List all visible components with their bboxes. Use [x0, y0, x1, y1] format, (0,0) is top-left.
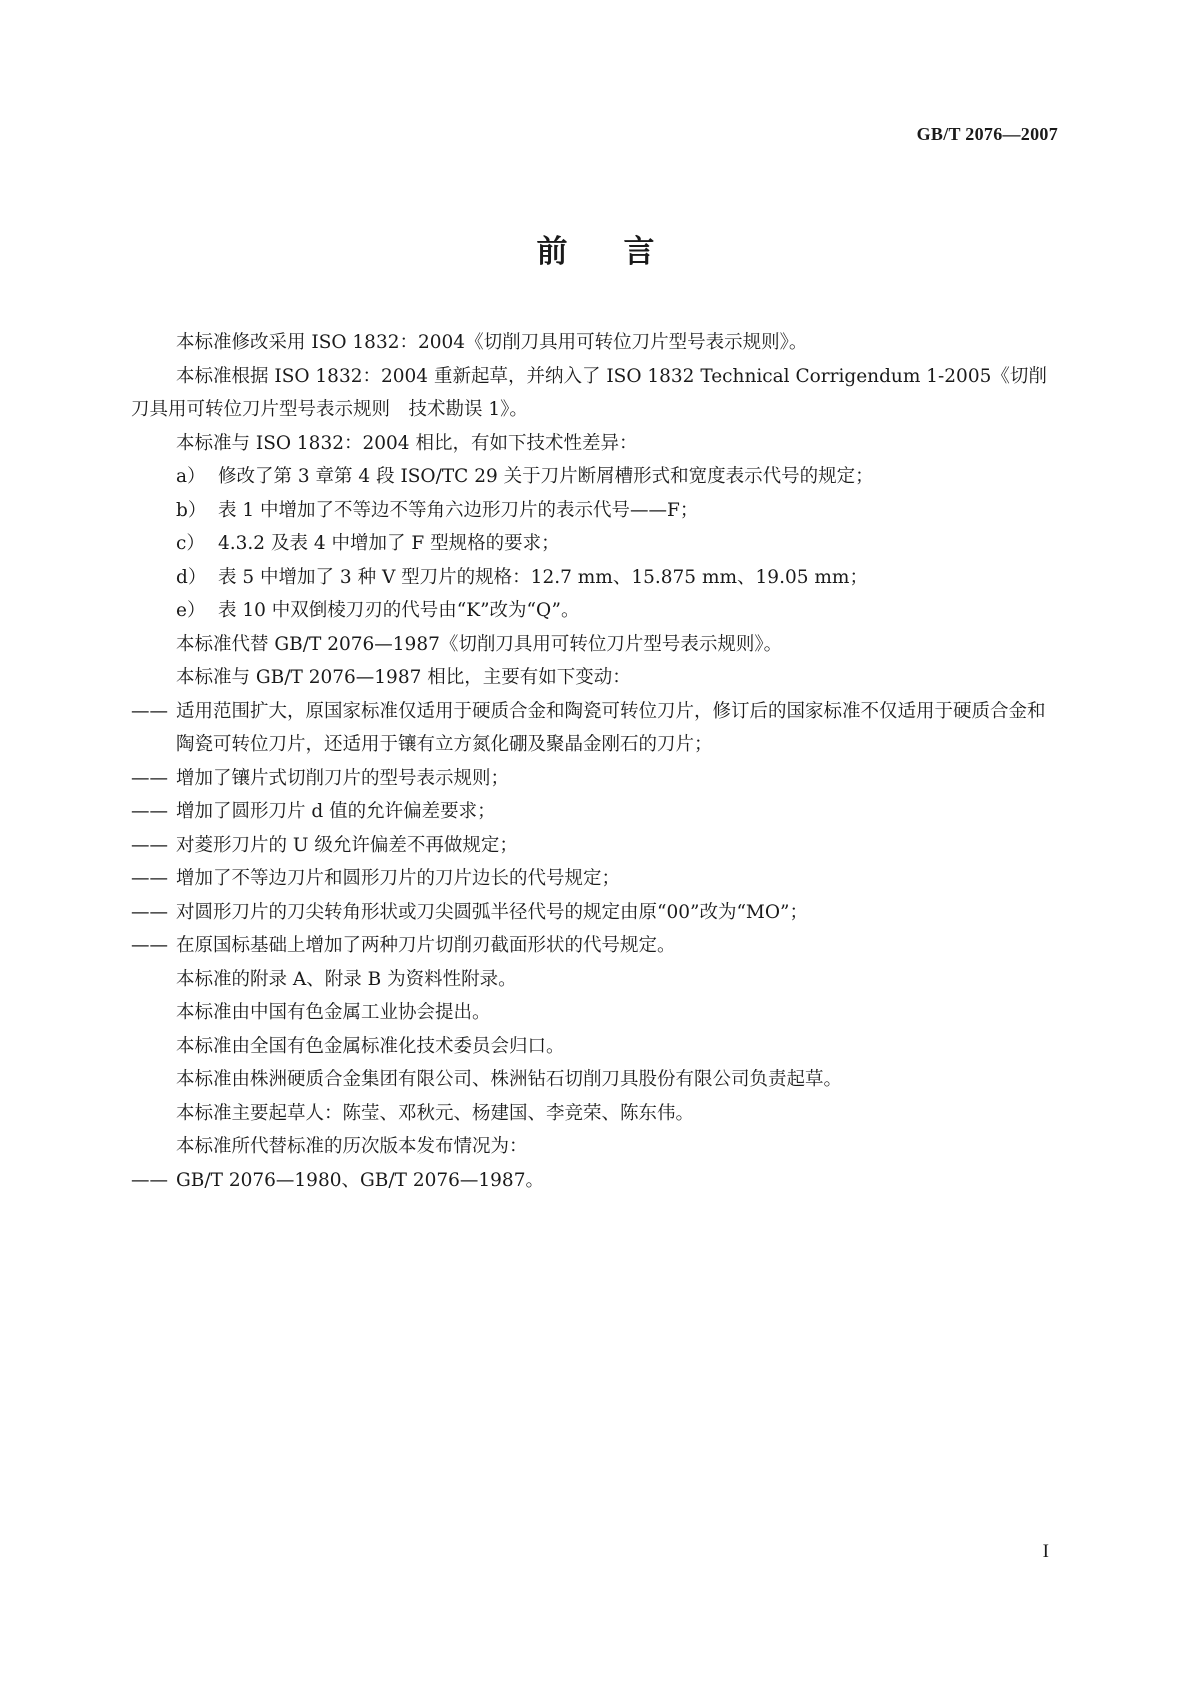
list-item-text: 修改了第 3 章第 4 段 ISO/TC 29 关于刀片断屑槽形式和宽度表示代号的规定； [218, 466, 874, 487]
paragraph-adoption: 本标准修改采用 ISO 1832：2004《切削刀具用可转位刀片型号表示规则》。 [176, 332, 808, 353]
dash-marker: —— [131, 700, 168, 722]
change-item [131, 829, 1056, 863]
list-marker: d） [176, 566, 207, 588]
paragraph-previous-editions-intro: 本标准所代替标准的历次版本发布情况为： [176, 1136, 528, 1157]
list-item [176, 494, 1056, 528]
change-item-text: 在原国标基础上增加了两种刀片切削刃截面形状的代号规定。 [176, 935, 676, 956]
list-item [176, 460, 1056, 494]
change-item [131, 795, 1056, 829]
list-item-text: 4.3.2 及表 4 中增加了 F 型规格的要求； [218, 533, 560, 554]
dash-marker: —— [131, 901, 168, 923]
change-item-text: 适用范围扩大，原国家标准仅适用于硬质合金和陶瓷可转位刀片，修订后的国家标准不仅适用于硬质合金和陶瓷可转位刀片，还适用于镶有立方氮化硼及聚晶金刚石的刀片； [176, 700, 1046, 755]
change-item-text: 对菱形刀片的 U 级允许偏差不再做规定； [176, 834, 518, 856]
page-number: I [1042, 1541, 1049, 1562]
change-item [131, 862, 1056, 896]
dash-marker: —— [131, 1169, 168, 1191]
paragraph-drafters: 本标准主要起草人：陈莹、邓秋元、杨建国、李竞荣、陈东伟。 [176, 1102, 695, 1124]
dash-marker: —— [131, 834, 168, 856]
change-item-text: 增加了镶片式切削刀片的型号表示规则； [176, 767, 510, 789]
paragraph-annexes: 本标准的附录 A、附录 B 为资料性附录。 [176, 968, 517, 990]
list-marker: c） [176, 533, 205, 554]
list-marker: b） [176, 499, 207, 521]
paragraph-drafted-by: 本标准由株洲硬质合金集团有限公司、株洲钻石切削刀具股份有限公司负责起草。 [176, 1069, 843, 1090]
change-item-text: 增加了不等边刀片和圆形刀片的刀片边长的代号规定； [176, 868, 621, 889]
list-marker: a） [176, 466, 206, 487]
list-item [176, 561, 1056, 595]
paragraph-changes-intro: 本标准与 GB/T 2076—1987 相比，主要有如下变动： [176, 667, 631, 688]
change-item [131, 762, 1056, 796]
paragraph-technical-committee: 本标准由全国有色金属标准化技术委员会归口。 [176, 1035, 565, 1057]
change-item [131, 929, 1056, 963]
list-item-text: 表 1 中增加了不等边不等角六边形刀片的表示代号——F； [218, 499, 699, 521]
change-item [131, 695, 1056, 762]
paragraph-differences-intro: 本标准与 ISO 1832：2004 相比，有如下技术性差异： [176, 432, 638, 454]
foreword-body [131, 326, 1056, 1197]
change-item-text: 增加了圆形刀片 d 值的允许偏差要求； [176, 801, 496, 822]
change-item [131, 896, 1056, 930]
dash-marker: —— [131, 868, 168, 889]
list-item [176, 527, 1056, 561]
dash-marker: —— [131, 935, 168, 956]
previous-editions-item [131, 1164, 1056, 1198]
list-marker: e） [176, 600, 206, 621]
standard-number: GB/T 2076—2007 [916, 124, 1058, 144]
list-item-text: 表 5 中增加了 3 种 V 型刀片的规格：12.7 mm、15.875 mm、19.05 mm； [218, 566, 868, 588]
paragraph-replaces: 本标准代替 GB/T 2076—1987《切削刀具用可转位刀片型号表示规则》。 [176, 633, 783, 655]
list-item-text: 表 10 中双倒棱刀刃的代号由“K”改为“Q”。 [218, 600, 580, 621]
change-item-text: 对圆形刀片的刀尖转角形状或刀尖圆弧半径代号的规定由原“00”改为“MO”； [176, 901, 808, 923]
dash-marker: —— [131, 801, 168, 822]
previous-editions-text: GB/T 2076—1980、GB/T 2076—1987。 [176, 1169, 544, 1191]
page-title: 前言 [536, 234, 711, 270]
list-item [176, 594, 1056, 628]
paragraph-redrafting: 本标准根据 ISO 1832：2004 重新起草，并纳入了 ISO 1832 Technical Corrigendum 1-2005《切削刀具用可转位刀片型号表示规则 技术勘误 1》。 [131, 365, 1047, 420]
paragraph-proposed-by: 本标准由中国有色金属工业协会提出。 [176, 1002, 491, 1023]
dash-marker: —— [131, 767, 168, 789]
